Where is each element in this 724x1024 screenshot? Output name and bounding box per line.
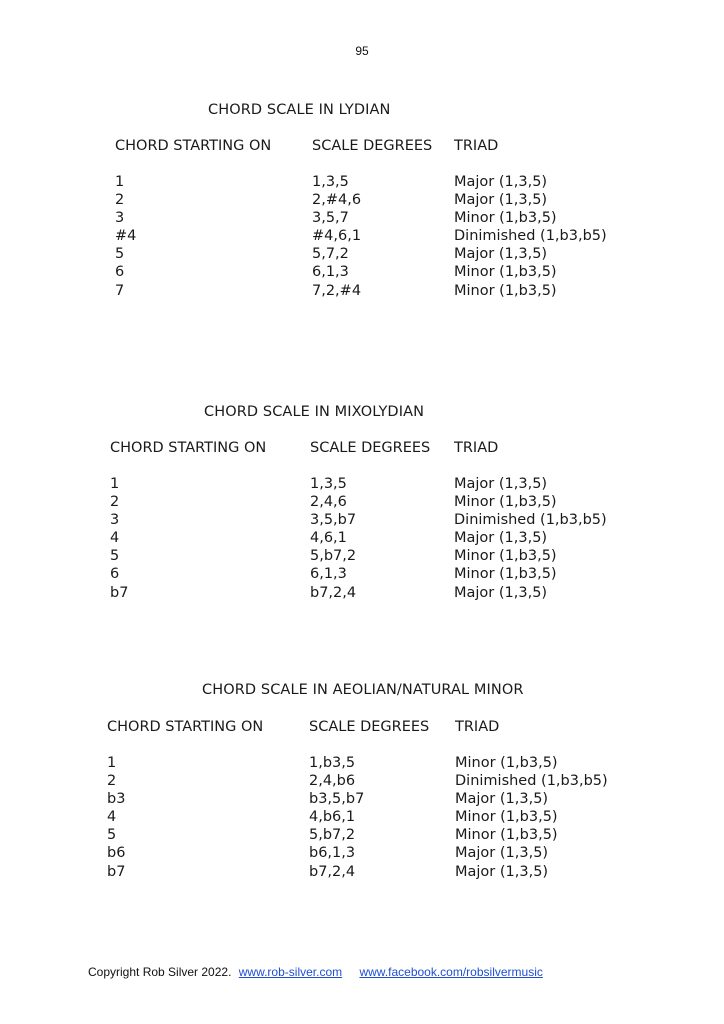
triad-cell: Major (1,3,5)	[454, 530, 548, 547]
triad-cell: Major (1,3,5)	[455, 845, 549, 862]
chord-cell: 4	[110, 530, 120, 547]
column-header-chord: CHORD STARTING ON	[115, 138, 272, 154]
triad-cell: Major (1,3,5)	[455, 791, 549, 808]
triad-cell: Minor (1,b3,5)	[454, 548, 557, 565]
section-title: CHORD SCALE IN LYDIAN	[208, 102, 391, 118]
triad-cell: Major (1,3,5)	[454, 476, 548, 492]
website-link[interactable]: www.rob-silver.com	[238, 965, 343, 979]
chord-cell: 2	[107, 773, 117, 790]
table-row	[0, 512, 724, 530]
table-row	[0, 476, 724, 494]
page-number: 95	[355, 44, 369, 58]
chord-cell: 2	[115, 192, 125, 209]
chord-table	[0, 174, 724, 301]
degrees-cell: 6,1,3	[310, 566, 347, 583]
degrees-cell: 3,5,7	[312, 210, 349, 227]
column-header-triad: TRIAD	[454, 138, 499, 154]
chord-cell: 5	[107, 827, 117, 844]
chord-cell: 3	[110, 512, 120, 529]
table-row	[0, 228, 724, 246]
triad-cell: Minor (1,b3,5)	[455, 755, 558, 771]
degrees-cell: b3,5,b7	[309, 791, 365, 808]
triad-cell: Minor (1,b3,5)	[455, 809, 558, 826]
degrees-cell: 1,b3,5	[309, 755, 356, 771]
table-row	[0, 773, 724, 791]
degrees-cell: 5,b7,2	[310, 548, 357, 565]
chord-cell: b7	[110, 584, 129, 601]
table-row	[0, 845, 724, 863]
chord-cell: b7	[107, 863, 126, 880]
degrees-cell: 7,2,#4	[312, 282, 362, 299]
table-row	[0, 791, 724, 809]
chord-cell: 5	[115, 246, 125, 263]
triad-cell: Major (1,3,5)	[454, 246, 548, 263]
degrees-cell: 1,3,5	[312, 174, 349, 190]
table-row	[0, 264, 724, 282]
table-row	[0, 585, 724, 603]
triad-cell: Major (1,3,5)	[454, 584, 548, 601]
triad-cell: Minor (1,b3,5)	[454, 566, 557, 583]
triad-cell: Minor (1,b3,5)	[454, 264, 557, 281]
triad-cell: Minor (1,b3,5)	[454, 494, 557, 511]
triad-cell: Dinimished (1,b3,b5)	[454, 512, 607, 529]
degrees-cell: 2,4,b6	[309, 773, 356, 790]
triad-cell: Dinimished (1,b3,b5)	[454, 228, 607, 245]
degrees-cell: 3,5,b7	[310, 512, 357, 529]
table-row	[0, 210, 724, 228]
chord-table	[0, 755, 724, 882]
table-row	[0, 864, 724, 882]
degrees-cell: 5,7,2	[312, 246, 349, 263]
triad-cell: Major (1,3,5)	[455, 863, 549, 880]
table-row	[0, 827, 724, 845]
chord-cell: b3	[107, 791, 126, 808]
column-header-chord: CHORD STARTING ON	[107, 719, 264, 735]
column-header-triad: TRIAD	[454, 440, 499, 456]
chord-cell: b6	[107, 845, 126, 862]
chord-cell: 2	[110, 494, 120, 511]
facebook-link[interactable]: www.facebook.com/robsilvermusic	[359, 965, 543, 979]
triad-cell: Minor (1,b3,5)	[454, 210, 557, 227]
table-row	[0, 192, 724, 210]
chord-cell: 1	[115, 174, 125, 190]
chord-cell: 1	[107, 755, 117, 771]
column-header-scale-degrees: SCALE DEGREES	[310, 440, 431, 456]
chord-cell: 4	[107, 809, 117, 826]
footer	[88, 965, 543, 979]
table-row	[0, 548, 724, 566]
table-row	[0, 809, 724, 827]
column-header-triad: TRIAD	[455, 719, 500, 735]
degrees-cell: 2,#4,6	[312, 192, 362, 209]
column-header-chord: CHORD STARTING ON	[110, 440, 267, 456]
degrees-cell: 2,4,6	[310, 494, 347, 511]
column-header-scale-degrees: SCALE DEGREES	[309, 719, 430, 735]
degrees-cell: 1,3,5	[310, 476, 347, 492]
table-row	[0, 283, 724, 301]
degrees-cell: 4,6,1	[310, 530, 347, 547]
degrees-cell: b6,1,3	[309, 845, 356, 862]
degrees-cell: b7,2,4	[310, 584, 357, 601]
triad-cell: Major (1,3,5)	[454, 174, 548, 190]
chord-cell: 6	[115, 264, 125, 281]
table-row	[0, 566, 724, 584]
table-row	[0, 494, 724, 512]
degrees-cell: 4,b6,1	[309, 809, 356, 826]
degrees-cell: b7,2,4	[309, 863, 356, 880]
column-header-scale-degrees: SCALE DEGREES	[312, 138, 433, 154]
triad-cell: Major (1,3,5)	[454, 192, 548, 209]
table-row	[0, 530, 724, 548]
copyright-text: Copyright Rob Silver 2022.	[88, 965, 232, 979]
chord-cell: 1	[110, 476, 120, 492]
section-title: CHORD SCALE IN MIXOLYDIAN	[204, 404, 425, 420]
table-row	[0, 174, 724, 192]
degrees-cell: 6,1,3	[312, 264, 349, 281]
chord-cell: 6	[110, 566, 120, 583]
degrees-cell: #4,6,1	[312, 228, 362, 245]
triad-cell: Minor (1,b3,5)	[455, 827, 558, 844]
triad-cell: Dinimished (1,b3,b5)	[455, 773, 608, 790]
chord-cell: 5	[110, 548, 120, 565]
triad-cell: Minor (1,b3,5)	[454, 282, 557, 299]
table-row	[0, 246, 724, 264]
chord-cell: #4	[115, 228, 137, 245]
chord-cell: 3	[115, 210, 125, 227]
chord-table	[0, 476, 724, 603]
degrees-cell: 5,b7,2	[309, 827, 356, 844]
section-title: CHORD SCALE IN AEOLIAN/NATURAL MINOR	[202, 682, 524, 698]
table-row	[0, 755, 724, 773]
chord-cell: 7	[115, 282, 125, 299]
